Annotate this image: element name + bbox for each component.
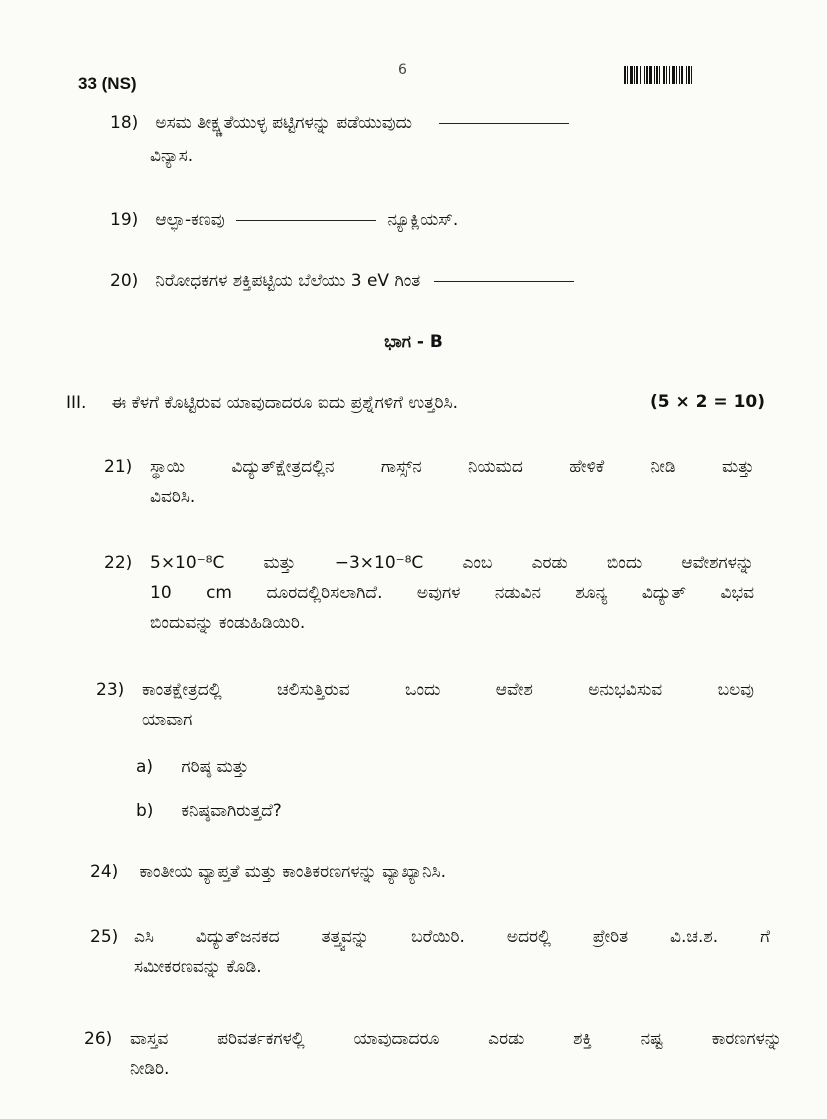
roman-numeral: III.: [66, 393, 87, 413]
question-text: ಕಾಂತೀಯ ವ್ಯಾಪ್ತತೆ ಮತ್ತು ಕಾಂತಿಕರಣಗಳನ್ನು ವ್ಯಾಖ್ಯಾನಿಸಿ.: [139, 862, 446, 882]
instruction-text: ಈ ಕೆಳಗೆ ಕೊಟ್ಟಿರುವ ಯಾವುದಾದರೂ ಐದು ಪ್ರಶ್ನೆಗಳಿಗೆ ಉತ್ತರಿಸಿ.: [111, 393, 458, 413]
question-number: 22): [104, 553, 133, 573]
page-number: 6: [398, 62, 407, 78]
question-number: 19): [110, 210, 139, 230]
question-26: [84, 1024, 782, 1084]
answer-blank: [434, 281, 574, 282]
question-text: ಎಸಿ ವಿದ್ಯುತ್‌ಜನಕದ ತತ್ತ್ವವನ್ನು ಬರೆಯಿರಿ. ಅದರಲ್ಲಿ ಪ್ರೇರಿತ ವಿ.ಚ.ಶ. ಗೆ: [134, 927, 770, 947]
question-18-continued: ವಿನ್ಯಾಸ.: [150, 146, 194, 166]
question-text: 5×10⁻⁸C ಮತ್ತು −3×10⁻⁸C ಎಂಬ ಎರಡು ಬಿಂದು ಆವೇಶಗಳನ್ನು: [150, 553, 754, 573]
question-22: [104, 548, 754, 638]
question-text: ಸ್ಥಾಯಿ ವಿದ್ಯುತ್‌ಕ್ಷೇತ್ರದಲ್ಲಿನ ಗಾಸ್ಸ್‌ನ ನಿಯಮದ ಹೇಳಿಕೆ ನೀಡಿ ಮತ್ತು: [150, 457, 754, 477]
marks-allocation: (5 × 2 = 10): [650, 392, 766, 412]
question-text-line2: 10 cm ದೂರದಲ್ಲಿರಿಸಲಾಗಿದೆ. ಅವುಗಳ ನಡುವಿನ ಶೂನ್ಯ ವಿದ್ಯುತ್ ವಿಭವ: [150, 583, 754, 603]
question-number: 18): [110, 113, 139, 133]
question-number: 21): [104, 457, 133, 477]
sub-text: ಗರಿಷ್ಠ ಮತ್ತು: [181, 757, 249, 777]
sub-question-a: [136, 752, 249, 782]
question-text-continued: ಯಾವಾಗ: [142, 710, 193, 730]
question-text: ಆಲ್ಫಾ-ಕಣವು: [155, 210, 225, 230]
sub-label: b): [136, 801, 154, 821]
question-21: [104, 452, 754, 512]
question-23: [96, 675, 754, 735]
question-text: ವಾಸ್ತವ ಪರಿವರ್ತಕಗಳಲ್ಲಿ ಯಾವುದಾದರೂ ಎರಡು ಶಕ್ತಿ ನಷ್ಟ ಕಾರಣಗಳನ್ನು: [130, 1029, 782, 1049]
question-text-after: ನ್ಯೂಕ್ಲಿಯಸ್.: [387, 210, 459, 230]
question-24: [90, 857, 770, 887]
question-number: 25): [90, 927, 119, 947]
question-text: ನಿರೋಧಕಗಳ ಶಕ್ತಿಪಟ್ಟಿಯ ಬೆಲೆಯು 3 eV ಗಿಂತ: [155, 271, 421, 291]
answer-blank: [236, 220, 376, 221]
question-text: ಕಾಂತಕ್ಷೇತ್ರದಲ್ಲಿ ಚಲಿಸುತ್ತಿರುವ ಒಂದು ಆವೇಶ ಅನುಭವಿಸುವ ಬಲವು: [142, 680, 754, 700]
question-number: 24): [90, 862, 119, 882]
answer-blank: [439, 123, 569, 124]
question-number: 23): [96, 680, 125, 700]
sub-text: ಕನಿಷ್ಠವಾಗಿರುತ್ತದೆ?: [181, 801, 282, 821]
question-25: [90, 922, 770, 982]
question-text-continued: ಸಮೀಕರಣವನ್ನು ಕೊಡಿ.: [134, 957, 262, 977]
question-number: 20): [110, 271, 139, 291]
question-19: [110, 205, 750, 235]
question-text-continued: ನೀಡಿರಿ.: [130, 1059, 170, 1079]
question-18: [110, 108, 750, 138]
question-text-line3: ಬಿಂದುವನ್ನು ಕಂಡುಹಿಡಿಯಿರಿ.: [150, 613, 306, 633]
section-title: ಭಾಗ - B: [384, 332, 443, 352]
sub-label: a): [136, 757, 154, 777]
question-text-continued: ವಿವರಿಸಿ.: [150, 487, 196, 507]
question-text: ಅಸಮ ತೀಕ್ಷ್ಣತೆಯುಳ್ಳ ಪಟ್ಟಿಗಳನ್ನು ಪಡೆಯುವುದು: [155, 113, 412, 133]
question-20: [110, 266, 770, 296]
barcode-icon: [624, 66, 730, 84]
sub-question-b: [136, 796, 282, 826]
question-number: 26): [84, 1029, 113, 1049]
paper-code: 33 (NS): [78, 74, 137, 93]
